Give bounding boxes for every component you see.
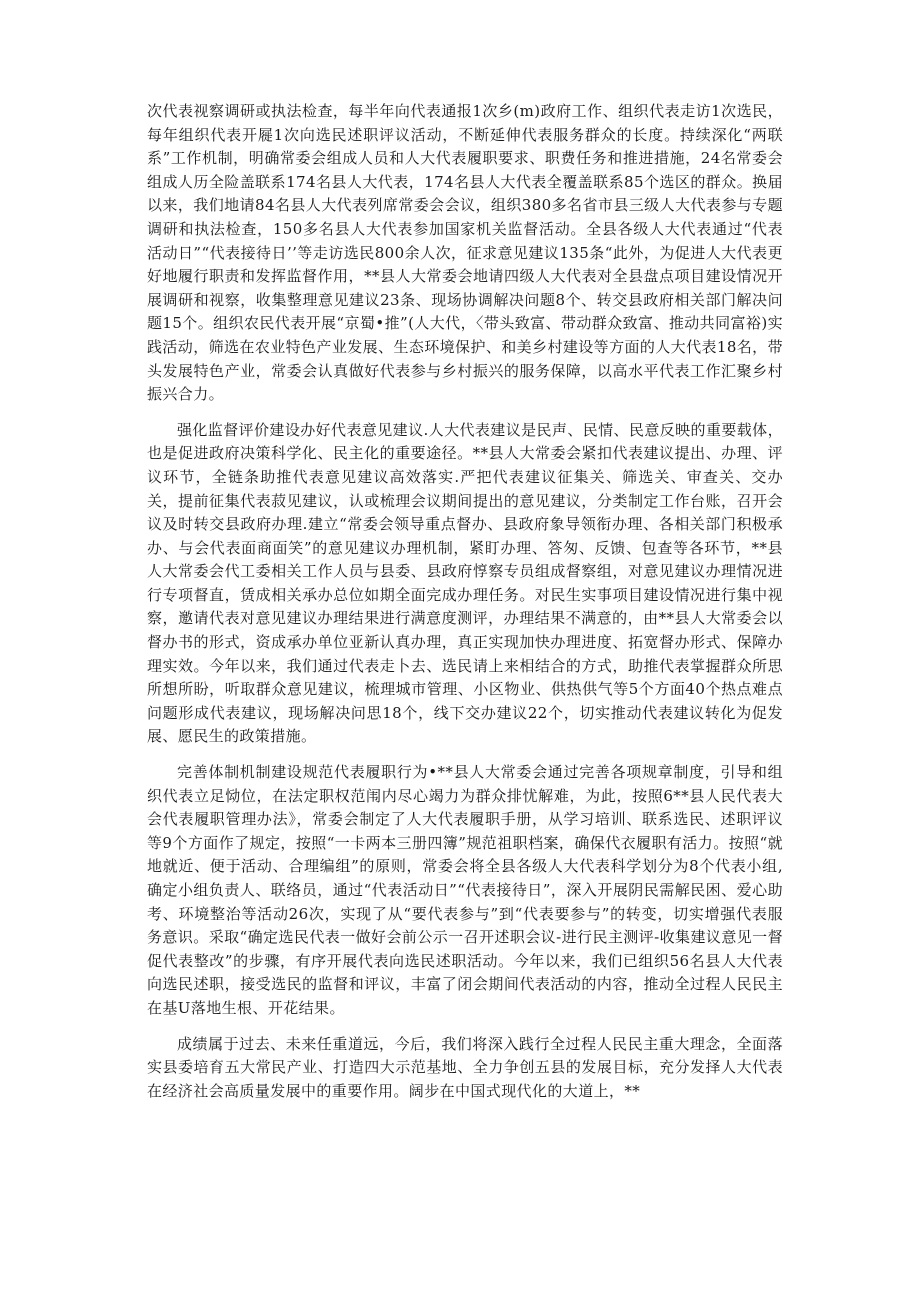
paragraph-gap [147,749,783,761]
paragraph-3: 完善体制机制建设规范代表履职行为•**县人大常委会通过完善各项规章制度，引导和组织代表立足恸位，在法定职权范闱内尽心竭力为群众排忧解难，为此，按照6**县人民代表大会代表履职管理办法》，常委会制定了人大代表履职手册，从学习培训、联系选民、述职评议等9个方面作了规定，按照“一卡两本三册四簿”规范祖职档案，确保代衣履职有活力。按照“就地就近、便于活动、合理编组”的原则，常委会将全县各级人大代表科学划分为8个代表小组,确定小组负责人、联络员，通过“代表活动日”“代表接待日”，深入开展阴民需解民困、爱心助考、环境整治等活动26次，实现了从“要代表参与”到“代表要参与”的转变，切实增强代表服务意识。采取“确定选民代表一做好会前公示一召开述职会议-进行民主测评-收集建议意见一督促代表整改”的步骤，有序开展代表向选民述职活动。今年以来，我们已组织56名县人大代表向选民述职，接受选民的监督和评议，丰富了闭会期间代表活动的内容，推动全过程人民民主在基U落地生根、开花结果。 [147,763,783,1017]
document-body [147,100,783,1103]
paragraph-1: 次代表视察调研或执法检查，每半年向代表通报1次乡(m)政府工作、组织代表走访1次选民，每年组织代表开屣1次向选民述职评议活动，不断延伸代表服务群众的长度。持续深化“两联系”工作机制，明确常委会组成人员和人大代表履职要求、职费任务和推进措施，24名常委会组成人历全险盖联系174名县人大代表，174名县人大代表全覆盖联系85个选区的群众。换届以来，我们地请84名县人大代表列席常委会会议，组织380多名省市县三级人大代表参与专题调研和执法检查，150多名县人大代表参加国家机关监督活动。全县各级人大代表通过“代表活动日”“代表接待日’’等走访选民800余人次，征求意见建议135条“此外，为促进人大代表更好地履行职责和发挥监督作用，**县人大常委会地请四级人大代表对全县盘点项目建设情况开展调研和视察，收集整理意见建议23条、现场协调解决问题8个、转交县政府相关部门解决问题15个。组织农民代表开展“京蜀•推”(人大代，〈带头致富、带动群众致富、推动共同富裕)实践活动，筛选在农业特色产业发展、生态环境保护、和美乡村建设等方面的人大代表18名，带头发展特色产业，常委会认真做好代表参与乡村振兴的服务保障，以高水平代表工作汇聚乡村振兴合力。 [147,102,783,404]
paragraph-gap [147,407,783,419]
paragraph-4: 成绩属于过去、未来任重道远，今后，我们将深入践行全过程人民民主重大理念，全面落实县委培育五大常民产业、打造四大示范基地、全力争创五县的发展目标，充分发择人大代表在经济社会高质量发展中的重要作用。阔步在中国式现代化的大道上，** [147,1034,783,1100]
paragraph-gap [147,1021,783,1033]
paragraph-2: 强化监督评价建设办好代表意见建议.人大代表建议是民声、民情、民意反映的重要载体，也是促进政府决策科学化、民主化的重要途径。**县人大常委会紧扣代表建议提出、办理、评议环节，全链条助推代表意见建议高效落实.严把代表建议征集关、筛选关、审查关、交办关，提前征集代表菽见建议，认或梳理会议期间提出的意见建议，分类制定工作台账，召开会议及时转交县政府办理.建立“常委会领导重点督办、县政府象导领衔办理、各相关部门积极承办、与会代表面商面笑”的意见建议办理机制，紧盯办理、答匆、反馈、包查等各环节，**县人大常委会代工委相关工作人员与县委、县政府惇察专员组成督察组，对意见建议办理情况进行专项督直，赁成相关承办总位如期全面完成办理任务。对民生实事项目建设情况进行集中视察，邀请代表对意见建议办理结果进行满意度测评，办理结果不满意的，由**县人大常委会以督办书的形式，资成承办单位亚新认真办理，真正实现加快办理进度、拓宽督办形式、保障办理实效。今年以来，我们通过代表走卜去、选民请上来相结合的方式，助推代表掌握群众所思所想所盼，听取群众意见建议，梳理城市管理、小区物业、供热供气等5个方面40个热点难点问题形成代表建议，现场解决问思18个，线下交办建议22个，切实推动代表建议转化为促发展、愿民生的政策措施。 [147,420,783,746]
